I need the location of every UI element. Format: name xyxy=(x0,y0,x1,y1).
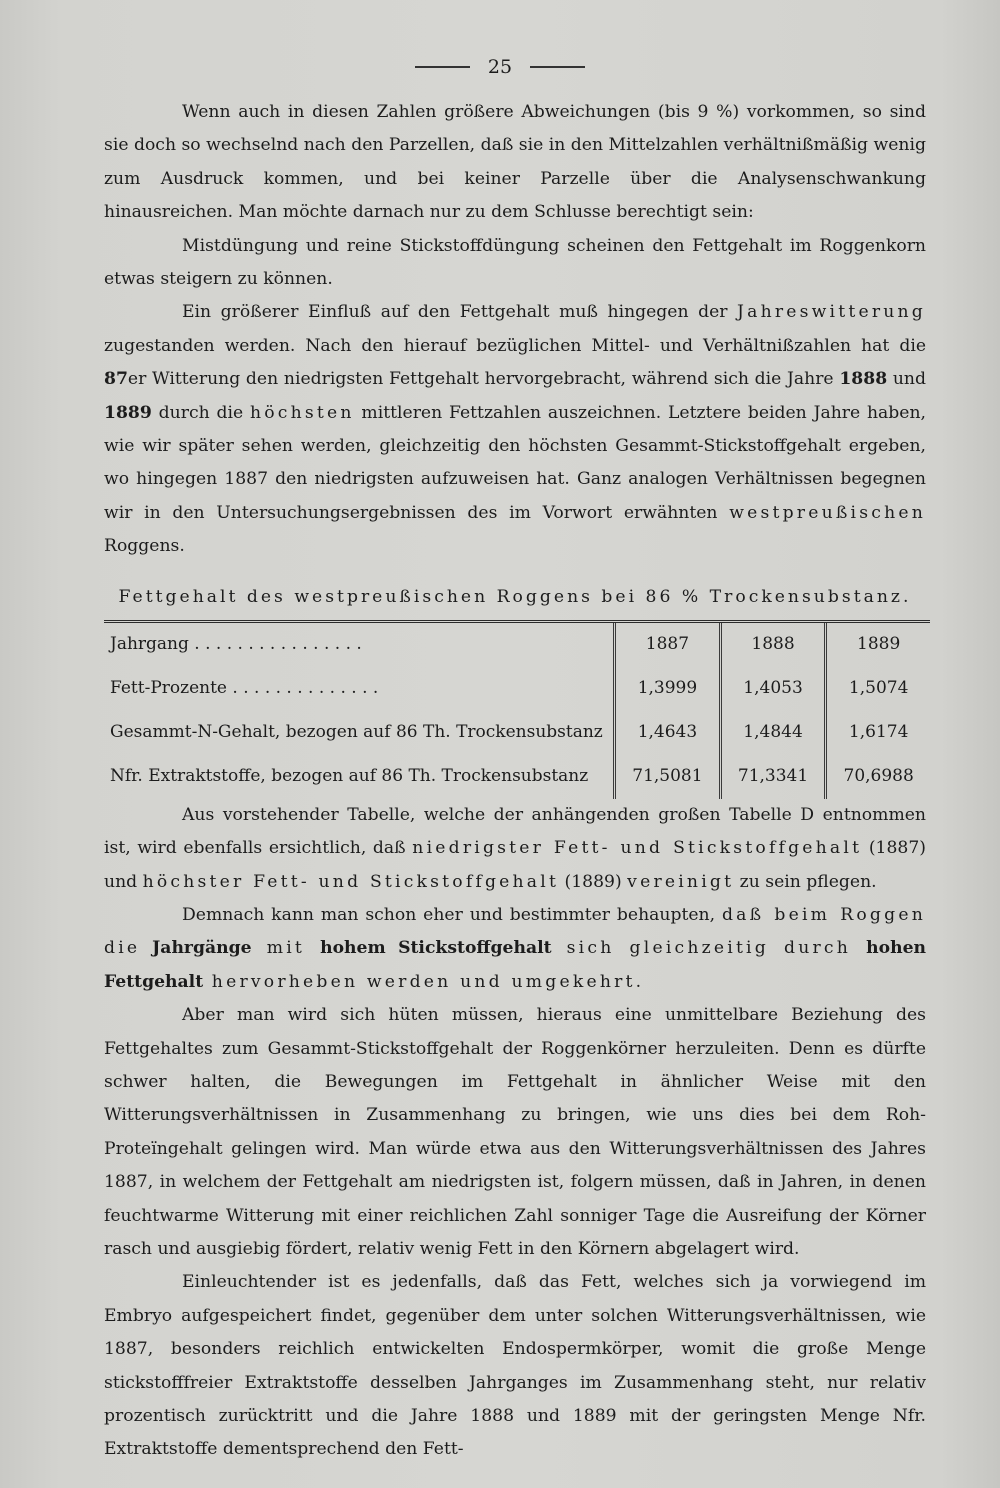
table-cell: 1,4053 xyxy=(720,667,826,711)
table-cell: 1889 xyxy=(826,623,930,667)
spaced-emphasis: sich gleichzeitig durch xyxy=(551,938,867,959)
table-cell: 71,3341 xyxy=(720,755,826,799)
bold-emphasis: hohen Fettgehalt xyxy=(104,938,926,992)
table-row xyxy=(104,711,930,755)
paragraph-4 xyxy=(104,799,926,899)
paragraph-2: Mistdüngung und reine Stickstoffdüngung scheinen den Fettgehalt im Roggenkorn etwas steigern zu können. xyxy=(104,235,926,290)
header-rule-right xyxy=(530,66,585,68)
text-run: durch die xyxy=(151,402,250,423)
paragraph-6: Aber man wird sich hüten müssen, hieraus eine unmittelbare Beziehung des Fettgehaltes zum Gesammt-Stickstoffgehalt der Roggenkörner herzuleiten. Denn es dürfte schwer halten, die Bewegungen im Fettgehalt in ähnlicher Weise mit den Witterungsverhältnissen in Zusammenhang zu bringen, wie uns dies bei dem Roh-Proteïngehalt gelingen wird. Man würde etwa aus den Witterungsverhältnissen des Jahres 1887, in welchem der Fettgehalt am niedrigsten ist, folgern müssen, daß in Jahren, in denen feuchtwarme Witterung mit einer reichlichen Zahl sonniger Tage die Ausreifung der Körner rasch und ausgiebig fördert, relativ wenig Fett in den Körnern abgelagert wird. xyxy=(104,1005,926,1259)
spaced-emphasis: daß beim Roggen die xyxy=(104,904,926,959)
bold-emphasis: Jahrgänge xyxy=(152,938,252,959)
bold-emphasis: 1888 xyxy=(839,369,888,390)
text-run: (1887) und xyxy=(104,838,926,892)
fat-content-table xyxy=(104,620,930,799)
text-run: zugestanden werden. Nach den hierauf bezüglichen Mittel- und Verhältnißzahlen hat die xyxy=(104,335,926,356)
text-run: Aus vorstehender Tabelle, welche der anhängenden großen Tabelle D entnommen ist, wird ebenfalls ersichtlich, daß xyxy=(104,804,926,859)
spaced-emphasis: höchsten xyxy=(249,402,355,423)
table-cell: 1888 xyxy=(720,623,826,667)
spaced-emphasis: mit xyxy=(251,938,321,959)
bold-emphasis: hohem Stickstoffgehalt xyxy=(320,938,552,959)
table-cell: 1,5074 xyxy=(826,667,930,711)
text-run: Roggens. xyxy=(104,536,185,557)
header-rule-left xyxy=(415,66,470,68)
table-cell: 1,6174 xyxy=(826,711,930,755)
text-run: mittleren Fettzahlen auszeichnen. Letztere beiden Jahre haben, wie wir später sehen werden, gleichzeitig den höchsten Gesammt-Stickstoffgehalt ergeben, wo hingegen 1887 den niedrigsten aufzuweisen hat. Ganz analogen Verhältnissen begegnen wir in den Untersuchungsergebnissen des im Vorwort erwähnten xyxy=(104,402,926,523)
table-row xyxy=(104,667,930,711)
text-run: und xyxy=(887,369,927,390)
bold-emphasis: 1889 xyxy=(104,402,152,423)
paragraph-5 xyxy=(104,899,926,999)
spaced-emphasis: höchster Fett- und Stickstoffgehalt xyxy=(142,871,560,892)
table-cell: 1,3999 xyxy=(615,667,721,711)
spaced-emphasis: Jahreswitterung xyxy=(737,302,926,323)
text-run: er Witterung den xyxy=(127,369,284,390)
page-header xyxy=(0,52,1000,82)
table-cell: 1,4844 xyxy=(720,711,826,755)
text-run: Demnach kann man schon eher und bestimmter behaupten, xyxy=(182,904,722,925)
table-row xyxy=(104,623,930,667)
spaced-emphasis: vereinigt xyxy=(627,871,735,892)
spaced-emphasis: niedrigster Fett- und Stickstoffgehalt xyxy=(412,838,863,859)
text-run: Fettgehalt hervorgebracht, während sich die Jahre xyxy=(383,369,840,390)
text-run: niedrigsten xyxy=(283,369,384,390)
paragraph-1: Wenn auch in diesen Zahlen größere Abweichungen (bis 9 %) vorkommen, so sind sie doch so wechselnd nach den Parzellen, daß sie in den Mittelzahlen verhältnißmäßig wenig zum Ausdruck kommen, und bei keiner Parzelle über die Analysenschwankung hinausreichen. Man möchte darnach nur zu dem Schlusse berechtigt sein: xyxy=(104,102,926,223)
row-label: Jahrgang . . . . . . . . . . . . . . . . xyxy=(110,633,362,654)
paragraph-7: Einleuchtender ist es jedenfalls, daß das Fett, welches sich ja vorwiegend im Embryo aufgespeichert findet, gegenüber dem unter solchen Witterungsverhältnissen, wie 1887, besonders reichlich entwickelten Endospermkörper, womit die große Menge stickstofffreier Extraktstoffe desselben Jahrganges im Zusammenhang steht, nur relativ prozentisch zurücktritt und die Jahre 1888 und 1889 mit der geringsten Menge Nfr. Extraktstoffe dementsprechend den Fett- xyxy=(104,1272,926,1460)
page-body xyxy=(104,96,926,1467)
table-row xyxy=(104,755,930,799)
text-run: (1889) xyxy=(559,871,628,892)
page-number: 25 xyxy=(487,56,513,78)
table-cell: 71,5081 xyxy=(615,755,721,799)
spaced-emphasis: hervorheben werden und umgekehrt. xyxy=(203,971,645,992)
table-cell: 1,4643 xyxy=(615,711,721,755)
spaced-emphasis: westpreußischen xyxy=(729,502,926,523)
table-title: Fettgehalt des westpreußischen Roggens bei 86 % Trockensubstanz. xyxy=(118,586,912,607)
row-label: Nfr. Extraktstoffe, bezogen auf 86 Th. Trockensubstanz xyxy=(110,765,589,786)
paragraph-3 xyxy=(104,296,926,563)
row-label: Gesammt-N-Gehalt, bezogen auf 86 Th. Trockensubstanz xyxy=(110,721,603,742)
row-label: Fett-Prozente . . . . . . . . . . . . . . xyxy=(110,677,379,698)
text-run: Ein größerer Einfluß auf den Fettgehalt muß hingegen der xyxy=(182,302,738,323)
bold-emphasis: 87 xyxy=(104,369,128,390)
text-run: zu sein pflegen. xyxy=(734,871,877,892)
table-cell: 70,6988 xyxy=(826,755,930,799)
table-cell: 1887 xyxy=(615,623,721,667)
